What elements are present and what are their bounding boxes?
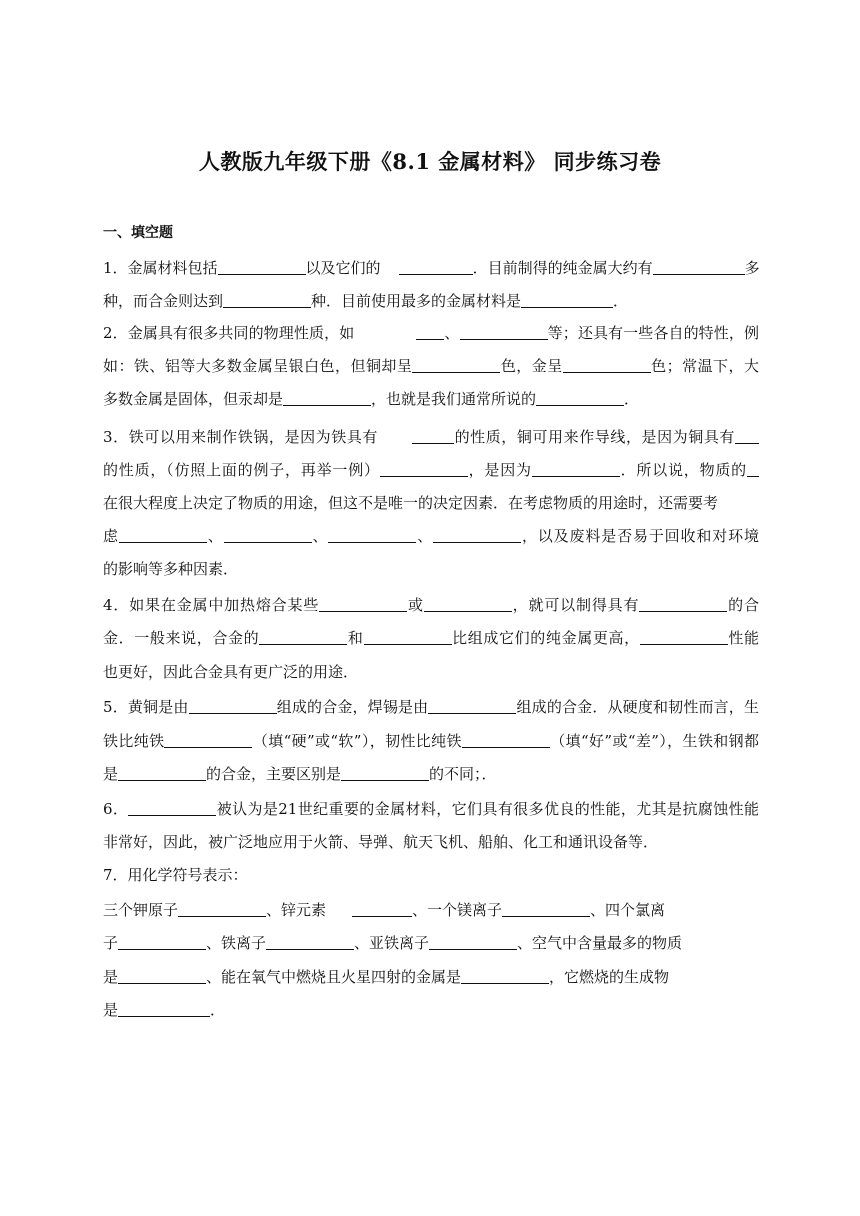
answer-blank[interactable] (747, 462, 759, 477)
question-1-line-1 (103, 258, 759, 278)
question-3-line-5 (103, 559, 759, 579)
text: 、 (206, 527, 224, 545)
answer-blank[interactable] (178, 902, 266, 917)
text: 的合 (727, 596, 759, 614)
text: 非常好，因此，被广泛地应用于火箭、导弹、航天飞机、船舶、化工和通讯设备等． (103, 833, 659, 851)
answer-blank[interactable] (521, 293, 613, 308)
answer-blank[interactable] (119, 528, 207, 543)
text: ，以及废料是否易于回收和对环境 (521, 527, 759, 545)
text: 和 (347, 629, 364, 647)
question-7-line-4 (103, 967, 759, 987)
text: ． (613, 292, 629, 310)
text: 子 (103, 934, 119, 952)
answer-blank[interactable] (266, 935, 354, 950)
answer-blank[interactable] (428, 699, 516, 714)
question-4-line-1 (103, 595, 759, 615)
text: 的影响等多种因素． (103, 560, 239, 578)
answer-blank[interactable] (433, 528, 521, 543)
answer-blank[interactable] (424, 597, 512, 612)
question-5-line-2 (103, 731, 759, 751)
text: 色，金呈 (500, 357, 563, 375)
text: 等；还具有一些各自的特性，例 (547, 324, 759, 342)
text: 被认为是21世纪重要的金属材料，它们具有很多优良的性能，尤其是抗腐蚀性能 (216, 800, 760, 818)
text: 在很大程度上决定了物质的用途，但这不是唯一的决定因素．在考虑物质的用途时，还需要考 (103, 494, 719, 512)
answer-blank[interactable] (429, 935, 517, 950)
question-3-line-2 (103, 460, 759, 480)
question-7-line-3 (103, 933, 759, 953)
text: 2．金属具有很多共同的物理性质，如 (103, 324, 355, 342)
text: 6． (103, 800, 129, 818)
text: 、锌元素 (266, 901, 327, 919)
question-2-line-1 (103, 323, 759, 343)
question-3-line-3 (103, 493, 759, 513)
text: ． (210, 1001, 226, 1019)
text: 铁比纯铁 (103, 732, 165, 750)
answer-blank[interactable] (223, 293, 311, 308)
text: ，它燃烧的生成物 (549, 968, 670, 986)
answer-blank[interactable] (283, 391, 371, 406)
question-7-line-2 (103, 900, 759, 920)
text: 、 (311, 527, 329, 545)
answer-blank[interactable] (399, 260, 473, 275)
question-1-line-2 (103, 291, 759, 311)
text: （填“硬”或“软”），韧性比纯铁 (252, 732, 462, 750)
text: 4．如果在金属中加热熔合某些 (103, 596, 320, 614)
text: 金．一般来说，合金的 (103, 629, 260, 647)
text: 的性质，（仿照上面的例子，再举一例） (103, 461, 380, 479)
text: 种，而合金则达到 (103, 292, 224, 310)
text: ，就可以制得具有 (511, 596, 640, 614)
document-title: 人教版九年级下册《8.1 金属材料》 同步练习卷 (198, 149, 662, 174)
answer-blank[interactable] (502, 902, 590, 917)
answer-blank[interactable] (224, 528, 312, 543)
answer-blank[interactable] (189, 699, 277, 714)
question-2-line-2 (103, 356, 759, 376)
answer-blank[interactable] (118, 1002, 210, 1017)
text: 7．用化学符号表示： (103, 866, 248, 884)
text: 、一个镁离子 (412, 901, 503, 919)
text: 虑 (103, 527, 119, 545)
text: 以及它们的 (305, 259, 381, 277)
question-4-line-3 (103, 662, 759, 682)
text: 、亚铁离子 (354, 934, 430, 952)
text: 或 (407, 596, 424, 614)
text: 的不同；． (429, 765, 497, 783)
answer-blank[interactable] (341, 766, 429, 781)
answer-blank[interactable] (639, 597, 727, 612)
text: （填“好”或“差”），生铁和钢都 (549, 732, 759, 750)
answer-blank[interactable] (118, 935, 206, 950)
question-5-line-1 (103, 697, 759, 717)
answer-blank[interactable] (118, 969, 206, 984)
text: 、 (416, 527, 434, 545)
question-4-line-2 (103, 628, 759, 648)
text: 多 (744, 259, 760, 277)
text: 是 (103, 968, 119, 986)
question-7-line-1 (103, 865, 759, 885)
question-2-line-3 (103, 389, 759, 409)
text: ． (624, 390, 640, 408)
text: 5．黄铜是由 (103, 698, 189, 716)
text: 、铁离子 (206, 934, 267, 952)
answer-blank[interactable] (462, 733, 550, 748)
answer-blank[interactable] (640, 630, 728, 645)
question-6-line-1 (103, 799, 759, 819)
text: 、四个氯离 (590, 901, 666, 919)
answer-blank[interactable] (460, 325, 548, 340)
answer-blank[interactable] (259, 630, 347, 645)
answer-blank[interactable] (416, 325, 444, 340)
text: 多数金属是固体，但汞却是 (103, 390, 284, 408)
answer-blank[interactable] (164, 733, 252, 748)
question-3-line-1 (103, 427, 759, 447)
text: ，也就是我们通常所说的 (371, 390, 537, 408)
text: 组成的合金．从硬度和韧性而言，生 (516, 698, 759, 716)
text: 是 (103, 1001, 119, 1019)
question-5-line-3 (103, 764, 759, 784)
text: ，是因为 (467, 461, 532, 479)
text: 、 (444, 324, 460, 342)
text: 、能在氧气中燃烧且火星四射的金属是 (206, 968, 462, 986)
question-7-line-5 (103, 1000, 759, 1020)
text: 比组成它们的纯金属更高， (451, 629, 640, 647)
text: 三个钾原子 (103, 901, 179, 919)
text: 的性质，铜可用来作导线，是因为铜具有 (453, 428, 735, 446)
question-6-line-2 (103, 832, 759, 852)
answer-blank[interactable] (380, 462, 468, 477)
answer-blank[interactable] (364, 630, 452, 645)
answer-blank[interactable] (352, 902, 412, 917)
text: 是 (103, 765, 119, 783)
question-3-line-4 (103, 526, 759, 546)
text: ．目前制得的纯金属大约有 (472, 259, 653, 277)
answer-blank[interactable] (536, 391, 624, 406)
text: 、空气中含量最多的物质 (517, 934, 683, 952)
text: ．所以说，物质的 (619, 461, 747, 479)
text: 组成的合金，焊锡是由 (276, 698, 429, 716)
text: 种．目前使用最多的金属材料是 (311, 292, 522, 310)
answer-blank[interactable] (412, 429, 454, 444)
answer-blank[interactable] (218, 260, 306, 275)
answer-blank[interactable] (128, 801, 216, 816)
text: 如：铁、铝等大多数金属呈银白色，但铜却呈 (103, 357, 413, 375)
text: 1．金属材料包括 (103, 259, 218, 277)
text: 的合金，主要区别是 (206, 765, 342, 783)
section-heading: 一、填空题 (103, 225, 173, 241)
answer-blank[interactable] (653, 260, 745, 275)
answer-blank[interactable] (563, 358, 651, 373)
answer-blank[interactable] (319, 597, 407, 612)
answer-blank[interactable] (118, 766, 206, 781)
answer-blank[interactable] (412, 358, 500, 373)
text: 3．铁可以用来制作铁锅，是因为铁具有 (103, 428, 378, 446)
answer-blank[interactable] (532, 462, 620, 477)
text: 性能 (727, 629, 759, 647)
answer-blank[interactable] (461, 969, 549, 984)
answer-blank[interactable] (735, 429, 759, 444)
text: 色；常温下，大 (650, 357, 759, 375)
answer-blank[interactable] (328, 528, 416, 543)
text: 也更好，因此合金具有更广泛的用途． (103, 663, 359, 681)
